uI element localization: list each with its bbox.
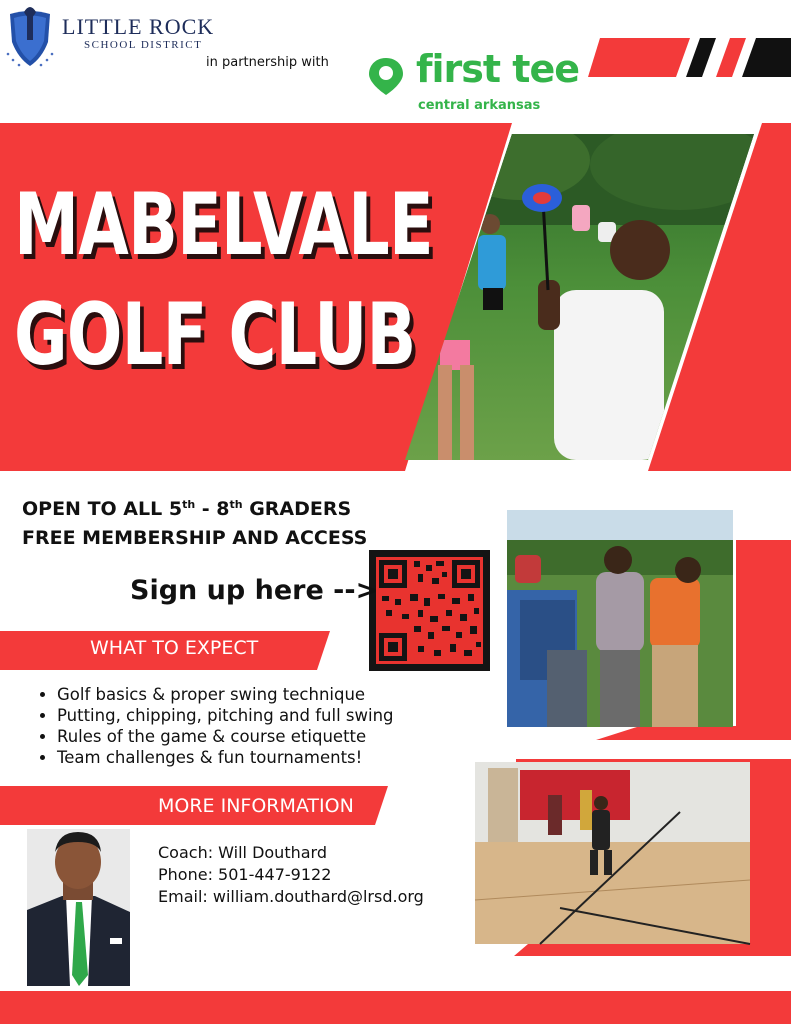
what-to-expect-list [30, 684, 394, 768]
top-stripe-red-2 [716, 38, 746, 77]
driving-range-photo [507, 510, 733, 727]
qr-code-icon[interactable] [369, 550, 490, 671]
hero-title-line1: MABELVALE [14, 175, 433, 275]
list-item: • Team challenges & fun tournaments! [57, 747, 394, 768]
sign-up-label: Sign up here --> [130, 575, 379, 606]
coach-email: Email: william.douthard@lrsd.org [158, 887, 424, 906]
contact-info [158, 842, 424, 908]
hero-title [14, 170, 433, 390]
eligibility-grades: OPEN TO ALL 5th - 8th GRADERS [22, 498, 352, 520]
partnership-text: in partnership with [206, 55, 329, 70]
what-to-expect-heading: WHAT TO EXPECT [90, 637, 259, 659]
top-stripe-red [588, 38, 690, 77]
first-tee-region: central arkansas [418, 98, 541, 113]
more-information-heading: MORE INFORMATION [158, 795, 354, 817]
list-item: • Rules of the game & course etiquette [57, 726, 394, 747]
hero-title-line2: GOLF CLUB [14, 285, 416, 386]
top-stripe-black-1 [686, 38, 716, 77]
eligibility-info [22, 490, 367, 553]
bottom-red-bar [0, 991, 791, 1024]
coach-photo [27, 829, 130, 986]
torch-shield-logo-icon [4, 4, 56, 70]
first-tee-logo-text: first tee [416, 47, 580, 91]
location-pin-icon [367, 56, 405, 96]
list-item: • Golf basics & proper swing technique [57, 684, 394, 705]
list-item: • Putting, chipping, pitching and full swing [57, 705, 394, 726]
top-stripe-black-2 [742, 38, 791, 77]
eligibility-membership: FREE MEMBERSHIP AND ACCESS [22, 527, 368, 549]
coach-name: Coach: Will Douthard [158, 843, 327, 862]
coach-phone: Phone: 501-447-9122 [158, 865, 332, 884]
district-subtitle: SCHOOL DISTRICT [84, 39, 203, 51]
gym-photo [475, 762, 750, 944]
district-name: LITTLE ROCK [62, 14, 215, 39]
